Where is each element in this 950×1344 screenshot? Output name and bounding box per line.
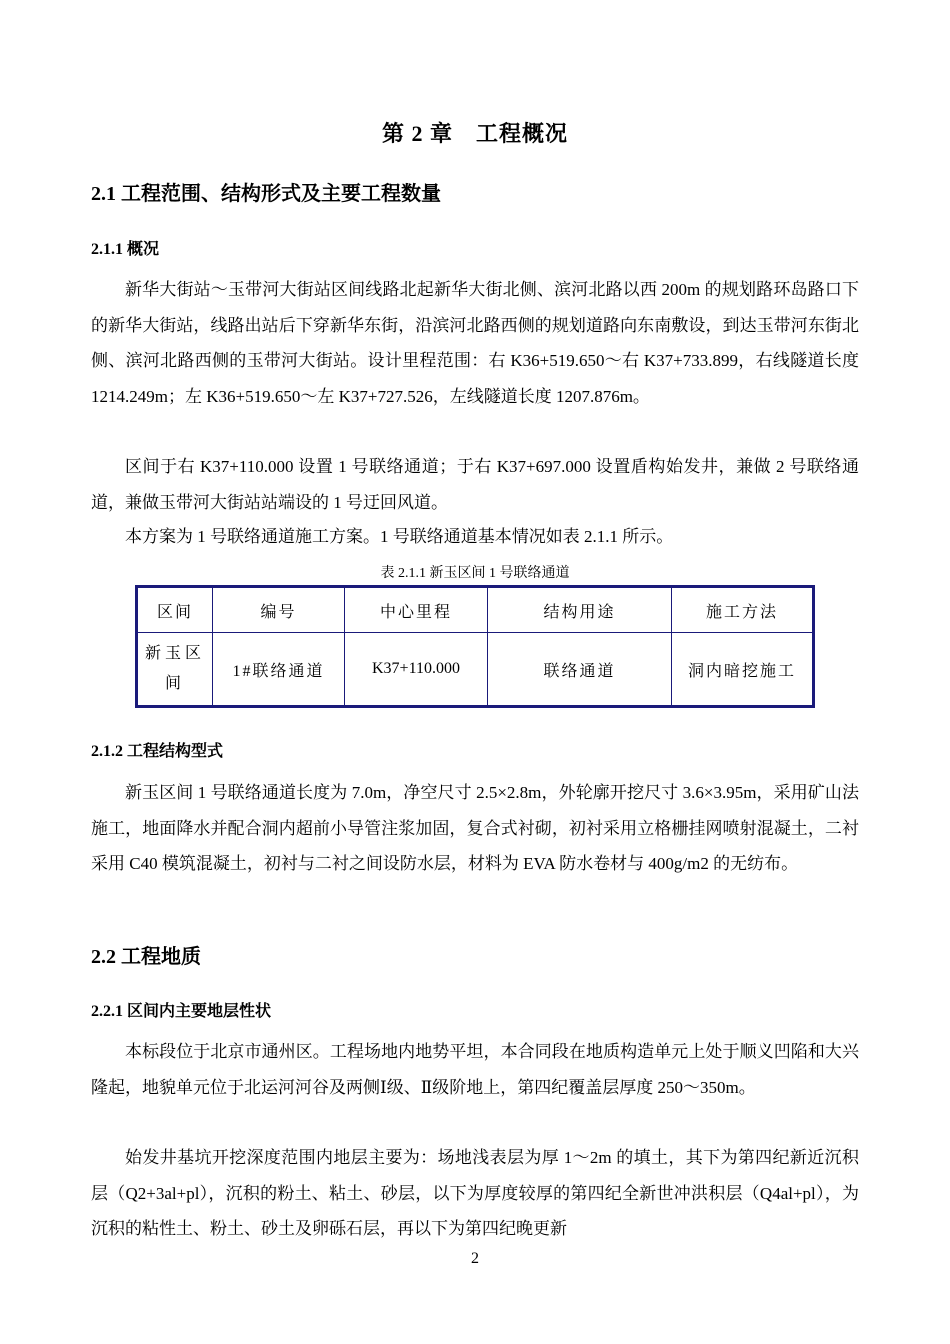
table-cell-section [137,633,213,707]
table-caption: 表 2.1.1 新玉区间 1 号联络通道 [380,566,570,581]
table-row [137,633,814,707]
paragraph-geology-2: 始发井基坑开挖深度范围内地层主要为：场地浅表层为厚 1～2m 的填土，其下为第四纪新近沉积层（Q2+3al+pl），沉积的粉土、粘土、砂层，以下为厚度较厚的第四纪全新世冲洪积层（Q4al+pl），为沉积的粘性土、粉土、砂土及卵砾石层，再以下为第四纪晚更新 [91,1148,859,1238]
section-heading-2-2: 2.2 工程地质 [91,946,201,968]
paragraph-structure: 新玉区间 1 号联络通道长度为 7.0m，净空尺寸 2.5×2.8m，外轮廓开挖尺寸 3.6×3.95m，采用矿山法施工，地面降水并配合洞内超前小导管注浆加固，复合式衬砌，初衬采用立格栅挂网喷射混凝土，二衬采用 C40 模筑混凝土，初衬与二衬之间设防水层，材料为 EVA 防水卷材与 400g/m2 的无纺布。 [91,783,859,873]
table-header-cell: 编号 [213,587,345,633]
section-heading-2-2-1: 2.2.1 区间内主要地层性状 [91,1003,272,1020]
table-header-cell: 施工方法 [672,587,814,633]
table-cell-method: 洞内暗挖施工 [672,633,814,707]
section-heading-2-1: 2.1 工程范围、结构形式及主要工程数量 [91,183,441,205]
table-cell-text: 新玉区间 [145,645,206,692]
section-heading-2-1-2: 2.1.2 工程结构型式 [91,743,224,760]
passage-info-table [135,585,815,708]
table-cell-mileage: K37+110.000 [345,633,488,707]
table-cell-number: 1#联络通道 [213,633,345,707]
paragraph-geology-1: 本标段位于北京市通州区。工程场地内地势平坦，本合同段在地质构造单元上处于顺义凹陷和大兴隆起，地貌单元位于北运河河谷及两侧Ⅰ级、Ⅱ级阶地上，第四纪覆盖层厚度 250～350m。 [91,1042,859,1097]
page-number: 2 [471,1250,479,1267]
table-header-row [137,587,814,633]
paragraph-overview-3: 本方案为 1 号联络通道施工方案。1 号联络通道基本情况如表 2.1.1 所示。 [125,527,674,546]
table-header-cell: 区间 [137,587,213,633]
paragraph-overview-2: 区间于右 K37+110.000 设置 1 号联络通道；于右 K37+697.000 设置盾构始发井，兼做 2 号联络通道，兼做玉带河大街站站端设的 1 号迂回风道。 [91,457,859,512]
table-header-cell: 中心里程 [345,587,488,633]
table-cell-purpose: 联络通道 [488,633,672,707]
section-heading-2-1-1: 2.1.1 概况 [91,241,160,258]
chapter-title: 第 2 章 工程概况 [381,121,568,146]
table-header-cell: 结构用途 [488,587,672,633]
paragraph-overview-1: 新华大街站～玉带河大街站区间线路北起新华大街北侧、滨河北路以西 200m 的规划路环岛路口下的新华大街站，线路出站后下穿新华东街，沿滨河北路西侧的规划道路向东南敷设，到达玉带河东街北侧、滨河北路西侧的玉带河大街站。设计里程范围：右 K36+519.650～右 K37+733.899，右线隧道长度 1214.249m；左 K36+519.650～左 K37+727.526，左线隧道长度 1207.876m。 [91,280,859,406]
